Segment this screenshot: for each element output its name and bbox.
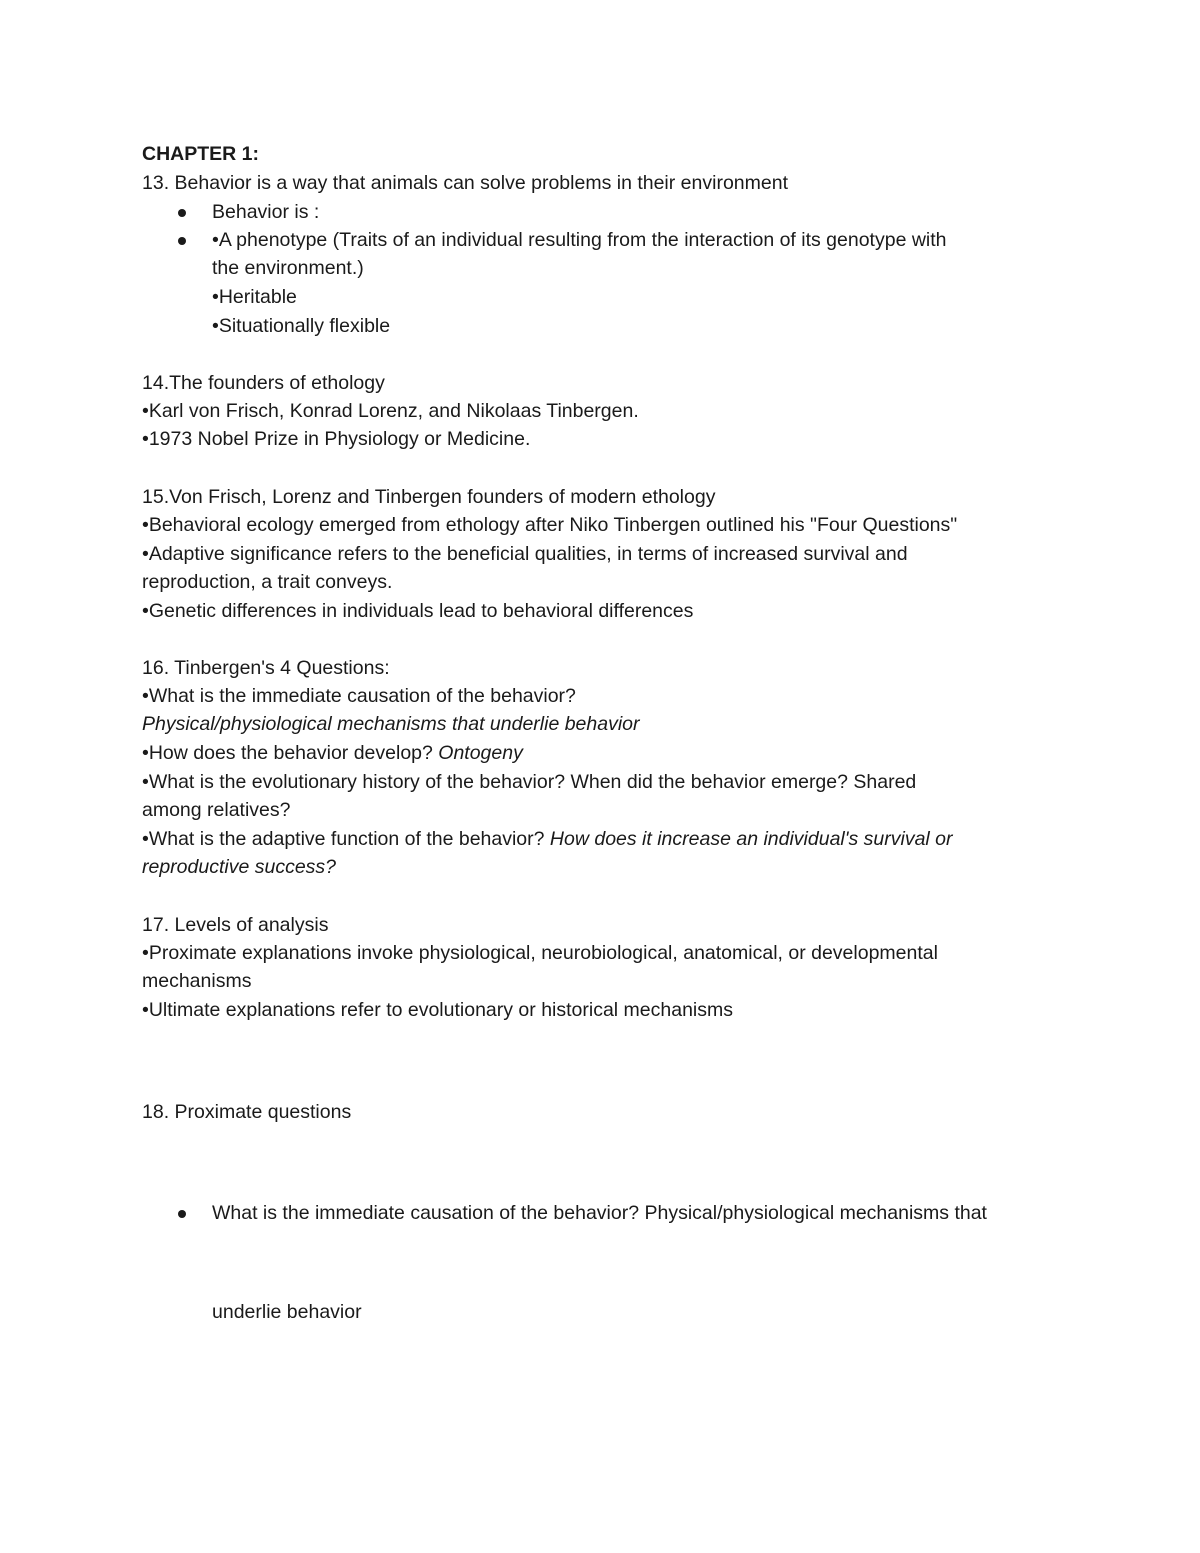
section-16-question-2 xyxy=(142,741,523,765)
section-13-sub-2: •Situationally flexible xyxy=(212,315,391,337)
bullet-dot-icon xyxy=(178,237,186,245)
section-16-question-3-cont: among relatives? xyxy=(142,799,291,821)
section-16-title: 16. Tinbergen's 4 Questions: xyxy=(142,657,390,679)
bullet-dot-icon xyxy=(178,209,186,217)
section-16-answer-4-cont: reproductive success? xyxy=(142,856,337,878)
section-17-line-1: •Proximate explanations invoke physiological, neurobiological, anatomical, or developmental xyxy=(142,942,938,964)
section-14-line-1: •Karl von Frisch, Konrad Lorenz, and Nikolaas Tinbergen. xyxy=(142,400,639,422)
section-13-bullet-2-cont: the environment.) xyxy=(212,257,364,279)
section-14-line-2: •1973 Nobel Prize in Physiology or Medicine. xyxy=(142,428,531,450)
section-17-line-2: mechanisms xyxy=(142,970,252,992)
section-16-question-1: •What is the immediate causation of the behavior? xyxy=(142,685,576,707)
section-15-line-1: •Behavioral ecology emerged from ethology after Niko Tinbergen outlined his "Four Questions" xyxy=(142,514,958,536)
section-17-title: 17. Levels of analysis xyxy=(142,914,329,936)
section-15-line-4: •Genetic differences in individuals lead to behavioral differences xyxy=(142,600,694,622)
bullet-text: What is the immediate causation of the behavior? Physical/physiological mechanisms that xyxy=(212,1202,987,1224)
bullet-dot-icon xyxy=(178,1210,186,1218)
answer-text: How does it increase an individual's survival or xyxy=(549,828,953,850)
question-text: •What is the adaptive function of the behavior? xyxy=(142,828,550,850)
section-13-title: 13. Behavior is a way that animals can solve problems in their environment xyxy=(142,172,788,194)
section-16-question-3: •What is the evolutionary history of the behavior? When did the behavior emerge? Shared xyxy=(142,771,917,793)
section-13-sub-1: •Heritable xyxy=(212,286,297,308)
section-15-title: 15.Von Frisch, Lorenz and Tinbergen founders of modern ethology xyxy=(142,486,716,508)
section-16-answer-1: Physical/physiological mechanisms that underlie behavior xyxy=(142,713,640,735)
chapter-heading: CHAPTER 1: xyxy=(142,143,260,165)
section-16-question-4 xyxy=(142,827,953,851)
section-15-line-3: reproduction, a trait conveys. xyxy=(142,571,393,593)
section-18-title: 18. Proximate questions xyxy=(142,1101,352,1123)
answer-text: Ontogeny xyxy=(438,742,523,764)
question-text: •How does the behavior develop? xyxy=(142,742,439,764)
bullet-text: Behavior is : xyxy=(212,201,320,223)
section-15-line-2: •Adaptive significance refers to the beneficial qualities, in terms of increased survival and xyxy=(142,543,908,565)
section-18-bullet-1-cont: underlie behavior xyxy=(212,1301,362,1323)
bullet-text: •A phenotype (Traits of an individual resulting from the interaction of its genotype with xyxy=(212,229,947,251)
section-14-title: 14.The founders of ethology xyxy=(142,372,385,394)
section-17-line-3: •Ultimate explanations refer to evolutionary or historical mechanisms xyxy=(142,999,733,1021)
